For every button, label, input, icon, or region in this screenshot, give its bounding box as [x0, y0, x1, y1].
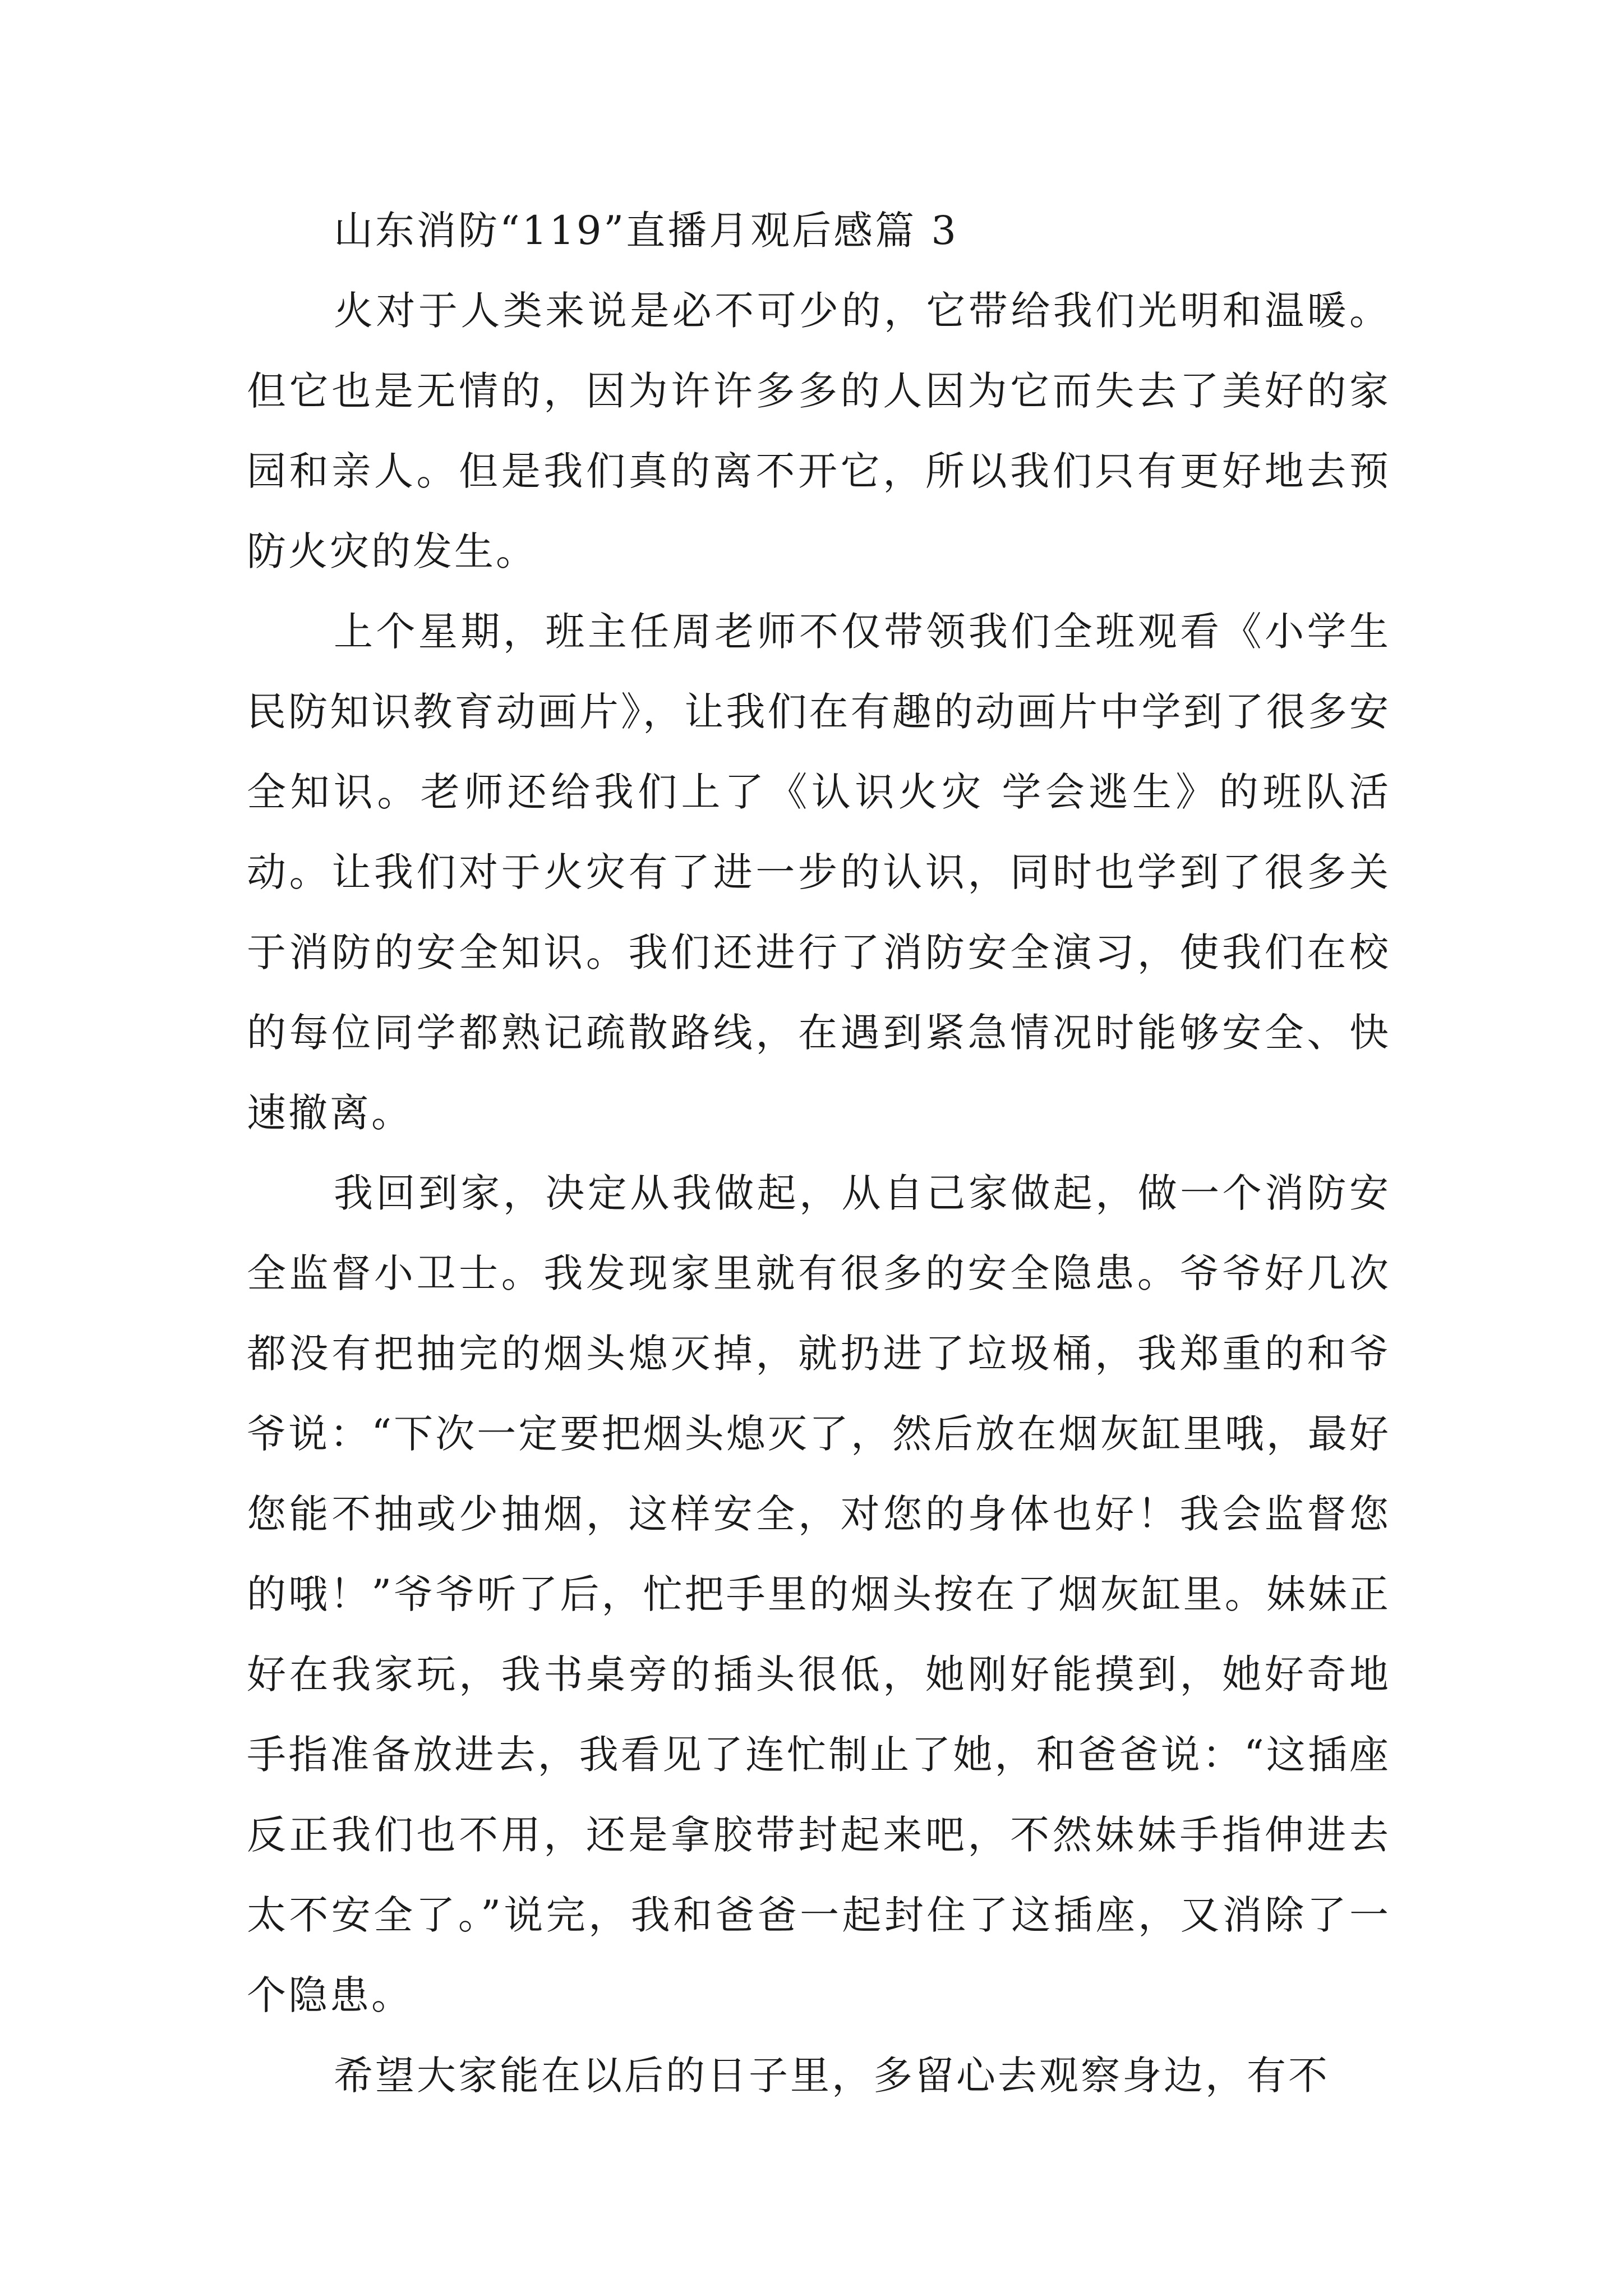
document-title: 山东消防“119”直播月观后感篇 3	[334, 208, 958, 254]
paragraph-home-safety: 我回到家，决定从我做起，从自己家做起，做一个消防安全监督小卫士。我发现家里就有很多的安全隐患。爷爷好几次都没有把抽完的烟头熄灭掉，就扔进了垃圾桶，我郑重的和爷爷说：“下次一定要把烟头熄灭了，然后放在烟灰缸里哦，最好您能不抽或少抽烟，这样安全，对您的身体也好！我会监督您的哦！”爷爷听了后，忙把手里的烟头按在了烟灰缸里。妹妹正好在我家玩，我书桌旁的插头很低，她刚好能摸到，她好奇地手指准备放进去，我看见了连忙制止了她，和爸爸说：“这插座反正我们也不用，还是拿胶带封起来吧，不然妹妹手指伸进去太不安全了。”说完，我和爸爸一起封住了这插座，又消除了一个隐患。	[247, 1170, 1391, 2018]
document-body	[247, 191, 1391, 2116]
paragraph-fire-importance: 火对于人类来说是必不可少的，它带给我们光明和温暖。但它也是无情的，因为许许多多的人因为它而失去了美好的家园和亲人。但是我们真的离不开它，所以我们只有更好地去预防火灾的发生。	[247, 288, 1391, 574]
paragraph-school-education: 上个星期，班主任周老师不仅带领我们全班观看《小学生民防知识教育动画片》，让我们在有趣的动画片中学到了很多安全知识。老师还给我们上了《认识火灾 学会逃生》的班队活动。让我们对于火灾有了进一步的认识，同时也学到了很多关于消防的安全知识。我们还进行了消防安全演习，使我们在校的每位同学都熟记疏散路线，在遇到紧急情况时能够安全、快速撤离。	[247, 609, 1391, 1136]
paragraph-closing-hope: 希望大家能在以后的日子里，多留心去观察身边，有不	[334, 2053, 1330, 2099]
